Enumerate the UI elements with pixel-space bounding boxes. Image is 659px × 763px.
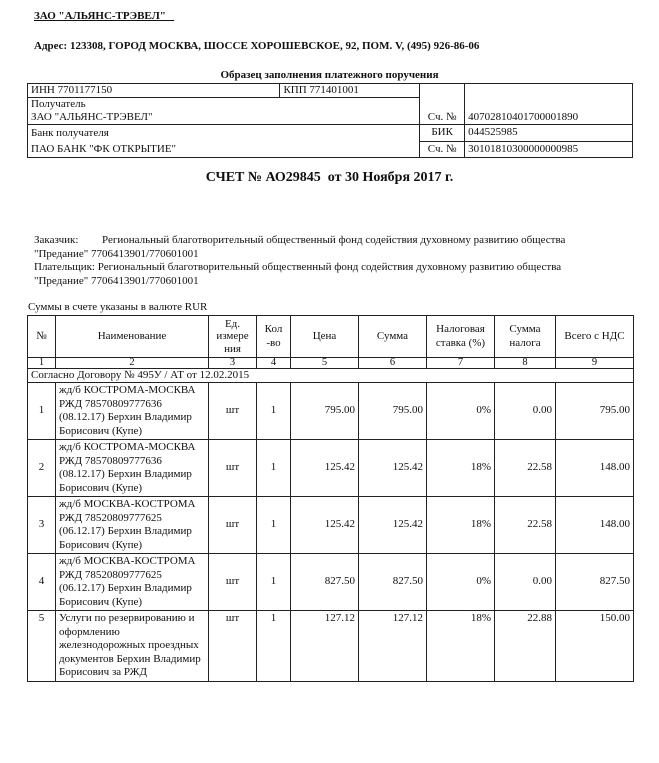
row-qty: 1 xyxy=(257,497,291,554)
row-tax-sum: 22.58 xyxy=(495,497,556,554)
row-unit: шт xyxy=(209,554,257,611)
row-qty: 1 xyxy=(257,554,291,611)
row-sum: 125.42 xyxy=(359,440,427,497)
row-unit: шт xyxy=(209,440,257,497)
row-name: жд/б КОСТРОМА-МОСКВА РЖД 78570809777636 (08.12.17) Берхин Владимир Борисович (Купе) xyxy=(56,440,209,497)
row-name: жд/б МОСКВА-КОСТРОМА РЖД 78520809777625 (06.12.17) Берхин Владимир Борисович (Купе) xyxy=(56,554,209,611)
col-header-price: Цена xyxy=(291,316,359,358)
contract-group-row xyxy=(28,369,634,383)
table-row xyxy=(28,383,634,440)
row-qty: 1 xyxy=(257,383,291,440)
col-header-num: № xyxy=(28,316,56,358)
table-row xyxy=(28,497,634,554)
bank-name: ПАО БАНК "ФК ОТКРЫТИЕ" xyxy=(31,143,177,155)
row-price: 127.12 xyxy=(291,611,359,682)
col-header-name: Наименование xyxy=(56,316,209,358)
row-num: 4 xyxy=(28,554,56,611)
customer-label: Заказчик: xyxy=(34,234,79,246)
col-header-sum: Сумма xyxy=(359,316,427,358)
col-header-qty: Кол -во xyxy=(257,316,291,358)
row-num: 2 xyxy=(28,440,56,497)
contract-label: Согласно Договору № 495У / АТ от 12.02.2015 xyxy=(28,369,634,383)
company-address: Адрес: 123308, ГОРОД МОСКВА, ШОССЕ ХОРОШЕВСКОЕ, 92, ПОМ. V, (495) 926-86-06 xyxy=(34,40,480,52)
payer-label: Плательщик: xyxy=(34,261,95,273)
row-qty: 1 xyxy=(257,611,291,682)
row-unit: шт xyxy=(209,383,257,440)
row-price: 125.42 xyxy=(291,440,359,497)
invoice-title: СЧЕТ № АО29845 от 30 Ноября 2017 г. xyxy=(205,170,454,185)
recipient-name: ЗАО "АЛЬЯНС-ТРЭВЕЛ" xyxy=(31,111,153,123)
row-sum: 827.50 xyxy=(359,554,427,611)
row-name: жд/б КОСТРОМА-МОСКВА РЖД 78570809777636 (08.12.17) Берхин Владимир Борисович (Купе) xyxy=(56,383,209,440)
col-number: 1 xyxy=(28,358,56,369)
payment-sample-title: Образец заполнения платежного поручения xyxy=(220,69,439,81)
items-table xyxy=(27,315,634,682)
account-label: Сч. № xyxy=(420,84,465,125)
row-unit: шт xyxy=(209,611,257,682)
row-name: Услуги по резервированию и оформлению железнодорожных проездных документов Берхин Владимир Борисович за РЖД xyxy=(56,611,209,682)
table-row xyxy=(28,554,634,611)
col-number: 3 xyxy=(209,358,257,369)
customer-inn: "Предание" 7706413901/770601001 xyxy=(34,247,199,260)
currency-note: Суммы в счете указаны в валюте RUR xyxy=(28,301,208,313)
col-number: 6 xyxy=(359,358,427,369)
row-tax-sum: 0.00 xyxy=(495,554,556,611)
row-sum: 127.12 xyxy=(359,611,427,682)
col-number: 9 xyxy=(556,358,634,369)
row-tax-rate: 0% xyxy=(427,383,495,440)
col-header-tax-sum: Сумма налога xyxy=(495,316,556,358)
table-row xyxy=(28,611,634,682)
row-total: 795.00 xyxy=(556,383,634,440)
row-name: жд/б МОСКВА-КОСТРОМА РЖД 78520809777625 (06.12.17) Берхин Владимир Борисович (Купе) xyxy=(56,497,209,554)
recipient-label: Получатель xyxy=(31,98,86,110)
row-tax-sum: 22.58 xyxy=(495,440,556,497)
bik-value: 044525985 xyxy=(465,125,633,142)
bank-cell xyxy=(28,125,420,158)
row-qty: 1 xyxy=(257,440,291,497)
row-tax-rate: 18% xyxy=(427,611,495,682)
corr-account-value: 30101810300000000985 xyxy=(465,141,633,158)
parties-block xyxy=(34,234,634,288)
row-tax-rate: 18% xyxy=(427,497,495,554)
inn-cell: ИНН 7701177150 xyxy=(28,84,280,98)
row-sum: 795.00 xyxy=(359,383,427,440)
bank-details-table xyxy=(27,83,633,158)
company-name: ЗАО "АЛЬЯНС-ТРЭВЕЛ" xyxy=(34,10,175,22)
payer-inn: "Предание" 7706413901/770601001 xyxy=(34,274,199,287)
row-price: 795.00 xyxy=(291,383,359,440)
bank-label: Банк получателя xyxy=(31,127,109,139)
col-number: 8 xyxy=(495,358,556,369)
col-number: 2 xyxy=(56,358,209,369)
bik-label: БИК xyxy=(420,125,465,142)
row-num: 1 xyxy=(28,383,56,440)
row-tax-sum: 22.88 xyxy=(495,611,556,682)
row-price: 125.42 xyxy=(291,497,359,554)
table-row xyxy=(28,440,634,497)
account-number: 40702810401700001890 xyxy=(465,84,633,125)
recipient-cell xyxy=(28,98,420,125)
kpp-cell: КПП 771401001 xyxy=(280,84,420,98)
row-total: 827.50 xyxy=(556,554,634,611)
customer-name: Региональный благотворительный общественный фонд содействия духовному развитию общества xyxy=(102,234,566,246)
payer-name: Региональный благотворительный общественный фонд содействия духовному развитию общества xyxy=(97,261,562,273)
row-total: 148.00 xyxy=(556,497,634,554)
row-total: 150.00 xyxy=(556,611,634,682)
column-number-row xyxy=(28,358,634,369)
col-header-tax-rate: Налоговая ставка (%) xyxy=(427,316,495,358)
row-sum: 125.42 xyxy=(359,497,427,554)
row-tax-rate: 0% xyxy=(427,554,495,611)
col-header-total: Всего с НДС xyxy=(556,316,634,358)
row-price: 827.50 xyxy=(291,554,359,611)
row-tax-rate: 18% xyxy=(427,440,495,497)
col-number: 5 xyxy=(291,358,359,369)
row-total: 148.00 xyxy=(556,440,634,497)
payer-line xyxy=(34,261,634,275)
corr-account-label: Сч. № xyxy=(420,141,465,158)
col-header-unit: Ед. измере ния xyxy=(209,316,257,358)
row-tax-sum: 0.00 xyxy=(495,383,556,440)
row-num: 3 xyxy=(28,497,56,554)
row-num: 5 xyxy=(28,611,56,682)
customer-line xyxy=(34,234,634,248)
header-row xyxy=(28,316,634,358)
col-number: 4 xyxy=(257,358,291,369)
row-unit: шт xyxy=(209,497,257,554)
col-number: 7 xyxy=(427,358,495,369)
